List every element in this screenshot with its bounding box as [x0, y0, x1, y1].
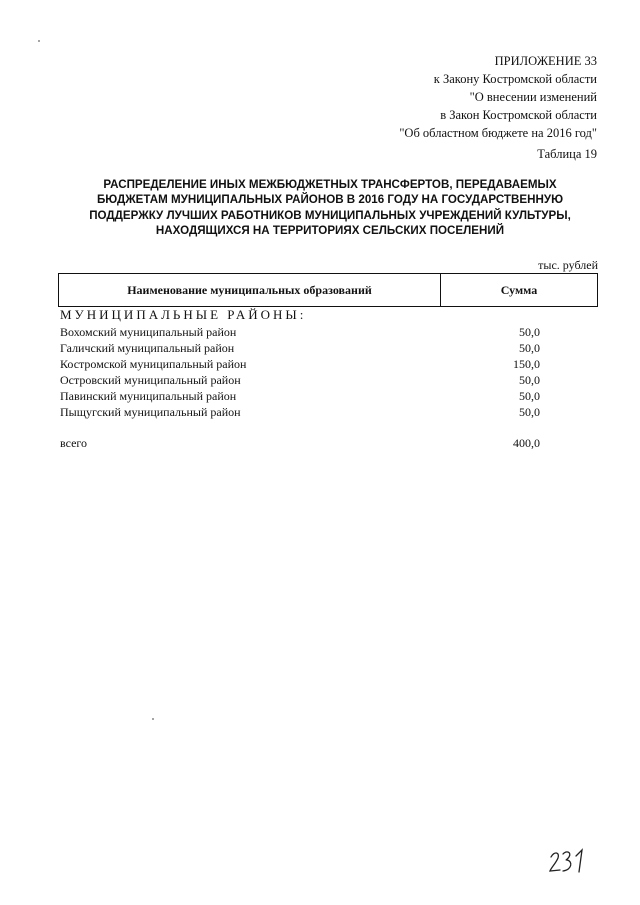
row-name: Галичский муниципальный район [60, 341, 235, 355]
total-label: всего [60, 436, 88, 450]
appendix-line: "О внесении изменений [469, 90, 597, 104]
header-sum-column: Сумма [500, 282, 538, 297]
row-value: 50,0 [519, 325, 540, 339]
appendix-line: в Закон Костромской области [440, 108, 597, 122]
table-row [60, 356, 540, 372]
row-name: Пыщугский муниципальный район [60, 405, 241, 419]
title-line: ПОДДЕРЖКУ ЛУЧШИХ РАБОТНИКОВ МУНИЦИПАЛЬНЫХ УЧРЕЖДЕНИЙ КУЛЬТУРЫ, [89, 208, 571, 222]
appendix-line: к Закону Костромской области [433, 72, 597, 86]
page-number-handwriting [548, 848, 588, 874]
row-value: 150,0 [513, 357, 540, 371]
table-row [60, 388, 540, 404]
title-line: НАХОДЯЩИХСЯ НА ТЕРРИТОРИЯХ СЕЛЬСКИХ ПОСЕЛЕНИЙ [155, 224, 505, 238]
handwritten-page-number [548, 848, 588, 879]
row-name: Островский муниципальный район [60, 373, 241, 387]
header-name-column: Наименование муниципальных образований [59, 274, 441, 306]
row-value: 50,0 [519, 389, 540, 403]
total-value: 400,0 [513, 436, 540, 450]
row-value: 50,0 [519, 405, 540, 419]
section-label: МУНИЦИПАЛЬНЫЕ РАЙОНЫ: [60, 307, 307, 322]
scan-speck [152, 718, 154, 720]
row-value: 50,0 [519, 341, 540, 355]
row-name: Павинский муниципальный район [60, 389, 237, 403]
table-number: Таблица 19 [537, 147, 597, 161]
table-row [60, 340, 540, 356]
appendix-line: "Об областном бюджете на 2016 год" [399, 126, 597, 140]
document-title [60, 177, 600, 239]
table-row [60, 324, 540, 340]
appendix-block [399, 52, 597, 142]
table-body [60, 324, 540, 420]
title-line: БЮДЖЕТАМ МУНИЦИПАЛЬНЫХ РАЙОНОВ В 2016 ГОДУ НА ГОСУДАРСТВЕННУЮ [96, 193, 564, 207]
row-name: Вохомский муниципальный район [60, 325, 237, 339]
total-row [60, 436, 540, 451]
table-row [60, 372, 540, 388]
table-row [60, 404, 540, 420]
appendix-line: ПРИЛОЖЕНИЕ 33 [494, 54, 597, 68]
title-line: РАСПРЕДЕЛЕНИЕ ИНЫХ МЕЖБЮДЖЕТНЫХ ТРАНСФЕРТОВ, ПЕРЕДАВАЕМЫХ [103, 178, 557, 191]
scan-speck [38, 40, 40, 42]
row-value: 50,0 [519, 373, 540, 387]
row-name: Костромской муниципальный район [60, 357, 247, 371]
table-header [58, 273, 598, 307]
units-label: тыс. рублей [538, 258, 598, 272]
